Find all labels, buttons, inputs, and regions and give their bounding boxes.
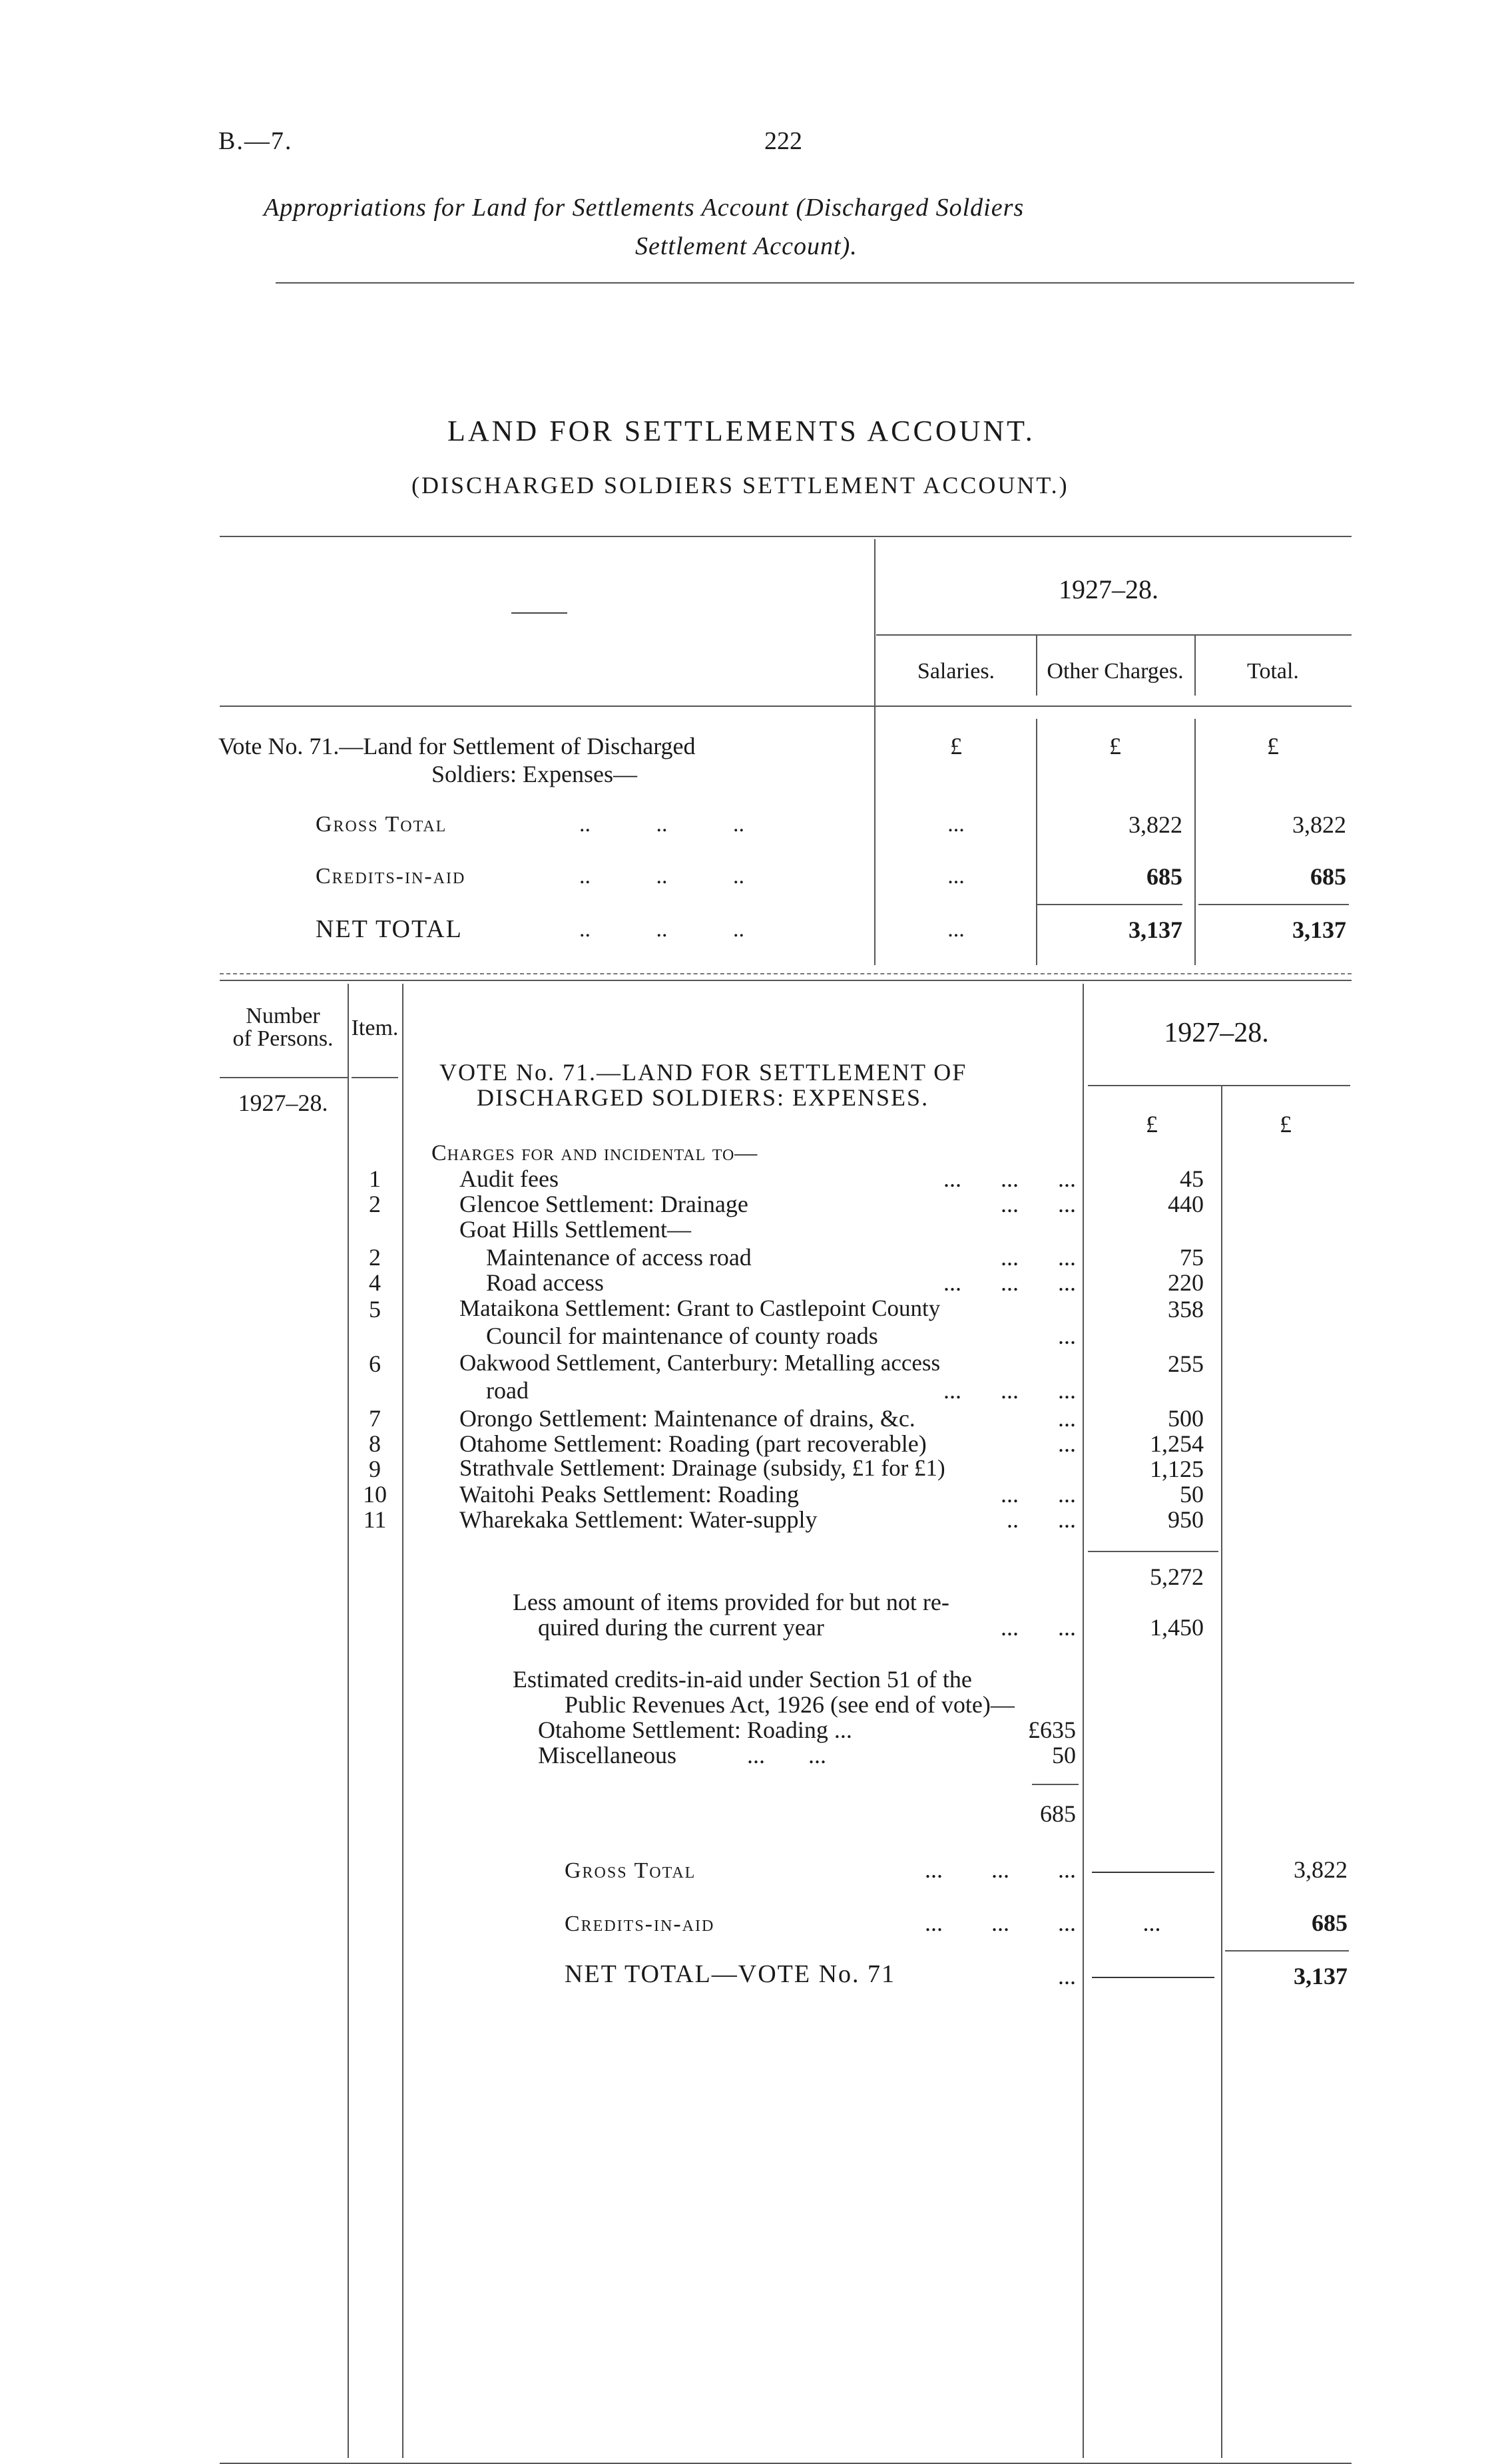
credit-description: Otahome Settlement: Roading ... xyxy=(538,1717,852,1743)
leader-dots: ... xyxy=(1058,1323,1076,1349)
leader-dots: ... ... xyxy=(1001,1244,1076,1271)
item-number: 2 xyxy=(369,1191,381,1217)
total-rule xyxy=(1092,1977,1214,1978)
item-description: Otahome Settlement: Roading (part recoverable) xyxy=(459,1430,927,1457)
item-amount: 1,254 xyxy=(1150,1430,1204,1457)
item-amount: 1,125 xyxy=(1150,1456,1204,1482)
leader-dots: ... ... ... xyxy=(925,1856,1076,1883)
salaries-value: ... xyxy=(947,864,965,889)
table-rule xyxy=(220,973,1352,974)
leader-dots: ... ... xyxy=(1001,1191,1076,1217)
leader-dots: ... ... ... xyxy=(943,1377,1076,1404)
row-label: Gross Total xyxy=(316,812,447,837)
item-description: Road access xyxy=(486,1269,604,1296)
credit-amount: 50 xyxy=(1052,1742,1076,1768)
item-description: Maintenance of access road xyxy=(486,1244,752,1271)
page-title-line-1: Appropriations for Land for Settlements Account (Discharged Soldiers xyxy=(264,194,1025,222)
currency-total: £ xyxy=(1267,733,1279,759)
credits-line-2: Public Revenues Act, 1926 (see end of vote)— xyxy=(565,1691,1015,1718)
less-amount: 1,450 xyxy=(1150,1614,1204,1641)
persons-header-line-2: of Persons. xyxy=(232,1026,334,1051)
currency-other-charges: £ xyxy=(1109,733,1121,759)
total-rule xyxy=(1092,1872,1214,1873)
other-charges-value: 3,137 xyxy=(1129,917,1182,943)
item-description: Mataikona Settlement: Grant to Castlepoint County xyxy=(459,1295,941,1321)
credit-description: Miscellaneous xyxy=(538,1742,676,1768)
item-amount: 440 xyxy=(1168,1191,1204,1217)
sum-rule xyxy=(1036,904,1182,905)
persons-header-line-1: Number xyxy=(246,1004,320,1028)
credit-amount: £635 xyxy=(1028,1717,1076,1743)
column-header-other-charges: Other Charges. xyxy=(1047,659,1184,684)
less-line-1: Less amount of items provided for but not re- xyxy=(513,1589,949,1615)
other-charges-value: 3,822 xyxy=(1129,811,1182,838)
item-description: Glencoe Settlement: Drainage xyxy=(459,1191,748,1217)
detail-year-header: 1927–28. xyxy=(1164,1018,1269,1048)
total-label: NET TOTAL—VOTE No. 71 xyxy=(565,1960,896,1988)
vote-title-line-2: DISCHARGED SOLDIERS: EXPENSES. xyxy=(477,1084,929,1111)
item-description: road xyxy=(486,1377,529,1404)
item-description: Waitohi Peaks Settlement: Roading xyxy=(459,1481,800,1508)
item-amount: 75 xyxy=(1180,1244,1204,1271)
item-number: 6 xyxy=(369,1350,381,1377)
table-rule xyxy=(352,1077,398,1078)
total-value: 3,137 xyxy=(1292,917,1346,943)
sum-rule xyxy=(1088,1551,1218,1552)
table-rule xyxy=(220,706,1352,707)
total-col1-value: ... xyxy=(1142,1910,1161,1936)
column-header-persons xyxy=(220,1005,346,1050)
sum-rule xyxy=(1225,1950,1349,1951)
leader-dots: ... xyxy=(1058,1963,1076,1989)
sum-rule xyxy=(1032,1784,1079,1785)
credits-sum: 685 xyxy=(1040,1800,1076,1827)
item-number: 4 xyxy=(369,1269,381,1296)
leader-dots: .. ... xyxy=(1007,1506,1076,1533)
vote-line-2: Soldiers: Expenses— xyxy=(431,761,637,787)
subtotal-amount: 5,272 xyxy=(1150,1563,1204,1590)
currency-salaries: £ xyxy=(950,733,962,759)
title-rule xyxy=(276,282,1354,284)
row-label: Credits-in-aid xyxy=(316,864,466,889)
leader-dots: ... ... ... xyxy=(925,1910,1076,1936)
stub-dash xyxy=(511,612,567,614)
item-amount: 950 xyxy=(1168,1506,1204,1533)
total-label: Credits-in-aid xyxy=(565,1912,715,1936)
vote-title-line-1: VOTE No. 71.—LAND FOR SETTLEMENT OF xyxy=(439,1059,967,1086)
leader-dots: ... ... xyxy=(747,1742,826,1768)
item-number: 9 xyxy=(369,1456,381,1482)
column-rule xyxy=(874,539,876,965)
column-rule xyxy=(1221,1085,1222,2458)
leader-dots: .. .. .. xyxy=(579,864,744,889)
item-number: 11 xyxy=(363,1506,387,1533)
table-rule xyxy=(220,1077,348,1078)
currency-col-1: £ xyxy=(1146,1111,1158,1137)
table-rule xyxy=(220,536,1352,537)
column-header-total: Total. xyxy=(1247,659,1299,684)
document-reference: B.—7. xyxy=(218,127,293,155)
other-charges-value: 685 xyxy=(1146,863,1182,890)
item-description: Orongo Settlement: Maintenance of drains, &c. xyxy=(459,1405,915,1432)
leader-dots: ... ... xyxy=(1001,1481,1076,1508)
persons-year: 1927–28. xyxy=(238,1090,328,1116)
table-rule xyxy=(220,980,1352,981)
item-number: 8 xyxy=(369,1430,381,1457)
leader-dots: ... ... ... xyxy=(943,1165,1076,1192)
currency-col-2: £ xyxy=(1280,1111,1292,1137)
item-description: Wharekaka Settlement: Water-supply xyxy=(459,1506,818,1533)
item-description: Strathvale Settlement: Drainage (subsidy, £1 for £1) xyxy=(459,1455,945,1481)
row-label: NET TOTAL xyxy=(316,915,463,943)
item-amount: 358 xyxy=(1168,1296,1204,1323)
less-line-2: quired during the current year xyxy=(538,1614,824,1641)
sum-rule xyxy=(1198,904,1349,905)
item-amount: 255 xyxy=(1168,1350,1204,1377)
item-amount: 50 xyxy=(1180,1481,1204,1508)
item-description: Oakwood Settlement, Canterbury: Metalling access xyxy=(459,1350,941,1376)
column-header-item: Item. xyxy=(351,1016,399,1040)
item-number: 5 xyxy=(369,1296,381,1323)
table-rule xyxy=(876,634,1352,636)
total-amount: 3,822 xyxy=(1294,1856,1348,1883)
salaries-value: ... xyxy=(947,917,965,942)
page-number: 222 xyxy=(764,127,802,155)
leader-dots: ... xyxy=(1058,1405,1076,1432)
leader-dots: .. .. .. xyxy=(579,917,744,942)
page-title-line-2: Settlement Account). xyxy=(635,232,858,260)
account-heading: LAND FOR SETTLEMENTS ACCOUNT. xyxy=(447,415,1035,447)
vote-line-1: Vote No. 71.—Land for Settlement of Discharged xyxy=(218,733,696,759)
item-description: Council for maintenance of county roads xyxy=(486,1323,878,1349)
column-header-salaries: Salaries. xyxy=(917,659,995,684)
leader-dots: ... xyxy=(1058,1430,1076,1457)
item-number: 2 xyxy=(369,1244,381,1271)
column-rule xyxy=(402,984,403,2458)
item-description: Audit fees xyxy=(459,1165,559,1192)
total-label: Gross Total xyxy=(565,1858,696,1883)
summary-year-header: 1927–28. xyxy=(1059,574,1158,604)
leader-dots: ... ... xyxy=(1001,1614,1076,1641)
item-number: 1 xyxy=(369,1165,381,1192)
total-value: 3,822 xyxy=(1292,811,1346,838)
item-number: 7 xyxy=(369,1405,381,1432)
total-value: 685 xyxy=(1310,863,1346,890)
salaries-value: ... xyxy=(947,812,965,837)
section-label: Charges for and incidental to— xyxy=(431,1141,758,1165)
leader-dots: ... ... ... xyxy=(943,1269,1076,1296)
item-number: 10 xyxy=(363,1481,387,1508)
item-amount: 500 xyxy=(1168,1405,1204,1432)
credits-line-1: Estimated credits-in-aid under Section 51 of the xyxy=(513,1666,972,1693)
leader-dots: .. .. .. xyxy=(579,812,744,837)
item-amount: 220 xyxy=(1168,1269,1204,1296)
item-description: Goat Hills Settlement— xyxy=(459,1216,691,1243)
total-amount: 3,137 xyxy=(1294,1963,1348,1989)
item-amount: 45 xyxy=(1180,1165,1204,1192)
account-subheading: (DISCHARGED SOLDIERS SETTLEMENT ACCOUNT.) xyxy=(411,472,1069,499)
table-rule xyxy=(1088,1085,1350,1086)
total-amount: 685 xyxy=(1312,1910,1348,1936)
